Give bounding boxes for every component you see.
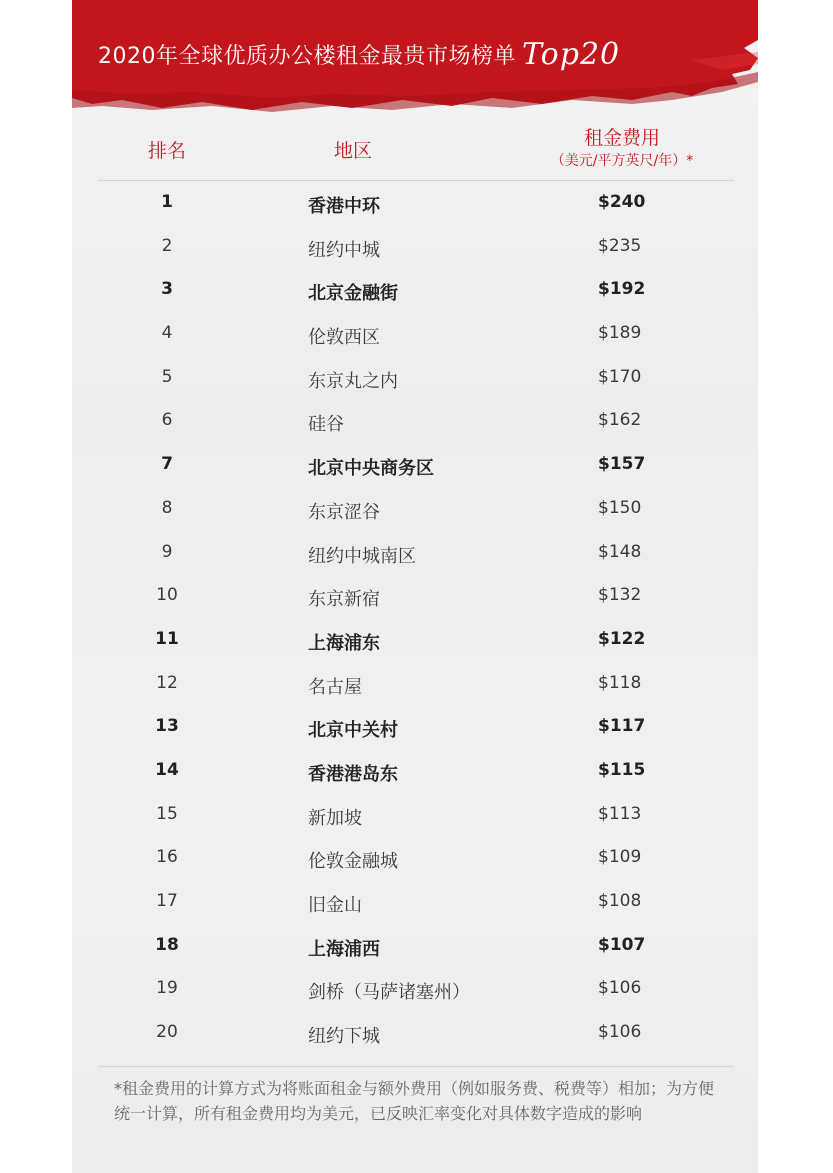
row-rank: 1: [161, 192, 173, 212]
row-rent: $117: [598, 716, 646, 737]
row-rank: 19: [156, 978, 178, 999]
row-rank: 10: [156, 585, 178, 606]
table-row: [72, 402, 758, 446]
table-row: [72, 446, 758, 490]
table-row: [72, 271, 758, 315]
table-row: [72, 577, 758, 621]
header-rent-title: 租金费用: [583, 127, 660, 149]
footer-divider: [98, 1066, 734, 1067]
row-rent: $118: [598, 672, 642, 693]
table-row: [72, 184, 758, 228]
row-rent: $106: [598, 978, 642, 999]
row-rank: 15: [156, 803, 178, 824]
row-region: 伦敦西区: [308, 327, 380, 349]
row-region: 东京涩谷: [308, 501, 380, 523]
row-rent: $192: [598, 279, 646, 300]
row-rent: $162: [598, 410, 642, 431]
row-rent: $115: [598, 759, 646, 780]
row-rent: $170: [598, 366, 642, 387]
row-rank: 14: [155, 759, 179, 780]
row-rent: $150: [598, 497, 642, 518]
row-rank: 3: [161, 279, 173, 300]
table-row: [72, 752, 758, 796]
row-region: 东京丸之内: [308, 370, 398, 392]
row-region: 东京新宿: [308, 589, 380, 611]
row-region: 纽约下城: [308, 1026, 380, 1048]
table-row: [72, 665, 758, 709]
row-region: 北京金融街: [308, 283, 398, 305]
row-region: 香港港岛东: [308, 763, 398, 785]
row-rent: $108: [598, 891, 642, 911]
row-rent: $106: [598, 1022, 642, 1043]
row-rank: 20: [156, 1022, 178, 1043]
title-text: 2020年全球优质办公楼租金最贵市场榜单: [98, 43, 516, 69]
table-row: [72, 970, 758, 1014]
row-rent: $109: [598, 847, 642, 868]
poster: [72, 0, 758, 1173]
row-rank: 18: [155, 934, 179, 955]
row-rank: 9: [161, 541, 173, 562]
row-region: 新加坡: [308, 807, 362, 829]
row-region: 北京中央商务区: [308, 458, 434, 480]
row-rent: $148: [598, 541, 642, 562]
row-rank: 6: [161, 410, 173, 431]
row-rank: 12: [156, 672, 178, 693]
row-region: 旧金山: [308, 895, 362, 916]
row-rank: 8: [161, 497, 173, 518]
title-top-script: Top20: [522, 36, 621, 72]
row-rank: 16: [156, 847, 178, 868]
table-row: [72, 534, 758, 578]
row-rank: 11: [155, 628, 179, 649]
table-row: [72, 228, 758, 272]
table-row: [72, 839, 758, 883]
row-rank: 13: [155, 716, 179, 737]
row-rank: 17: [156, 891, 178, 911]
table-row: [72, 1014, 758, 1058]
row-region: 上海浦西: [308, 938, 380, 960]
row-region: 伦敦金融城: [308, 851, 398, 873]
row-region: 硅谷: [308, 414, 344, 436]
footnote: *租金费用的计算方式为将账面租金与额外费用（例如服务费、税费等）相加；为方便统一计算，所有租金费用均为美元，已反映汇率变化对具体数字造成的影响: [114, 1079, 715, 1123]
poster-title: [98, 30, 738, 78]
table-row: [72, 927, 758, 971]
row-region: 上海浦东: [308, 632, 380, 654]
row-rent: $107: [598, 934, 646, 955]
row-rank: 5: [161, 366, 173, 387]
row-region: 纽约中城: [308, 239, 380, 261]
row-region: 名古屋: [308, 676, 362, 698]
row-rank: 7: [161, 454, 173, 475]
row-rent: $235: [598, 235, 642, 256]
row-rent: $113: [598, 803, 642, 824]
header-rent: [522, 126, 722, 172]
table-row: [72, 315, 758, 359]
row-rent: $189: [598, 323, 642, 344]
table-row: [72, 621, 758, 665]
table-row: [72, 490, 758, 534]
row-rent: $240: [598, 192, 646, 212]
table-row: [72, 359, 758, 403]
header-rent-unit: （美元/平方英尺/年）*: [550, 153, 694, 169]
table-row: [72, 796, 758, 840]
row-region: 北京中关村: [308, 720, 398, 742]
header-divider: [98, 180, 734, 181]
table-row: [72, 708, 758, 752]
row-rent: $122: [598, 628, 646, 649]
row-rank: 2: [161, 235, 173, 256]
row-region: 剑桥（马萨诸塞州）: [308, 982, 470, 1004]
header-region: 地区: [334, 140, 373, 162]
ranking-table: [72, 184, 758, 1058]
row-rank: 4: [161, 323, 173, 344]
table-row: [72, 883, 758, 927]
table-header: [72, 126, 758, 176]
row-region: 香港中环: [308, 196, 380, 217]
header-rank: 排名: [148, 140, 187, 162]
row-region: 纽约中城南区: [308, 545, 416, 567]
row-rent: $132: [598, 585, 642, 606]
row-rent: $157: [598, 454, 646, 475]
